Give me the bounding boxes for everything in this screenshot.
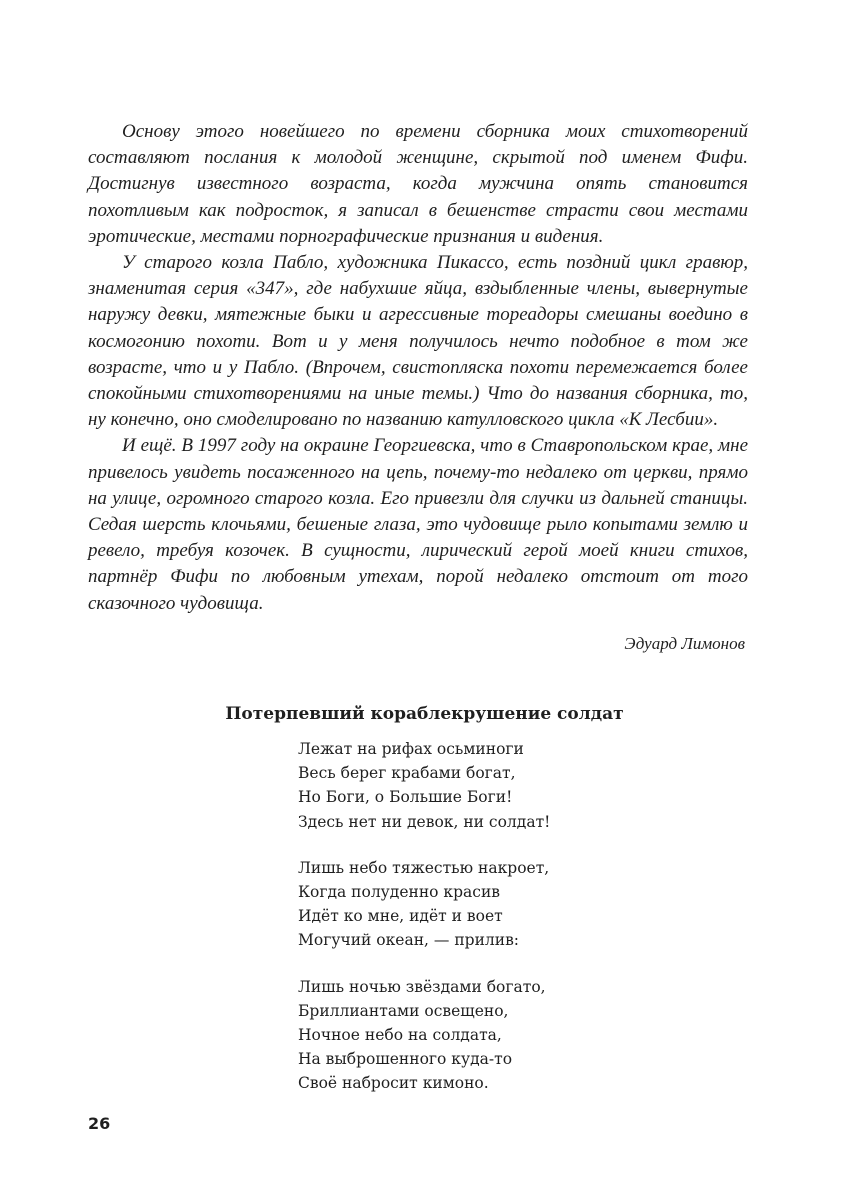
poem-line: Лежат на рифах осьминоги — [298, 740, 524, 758]
poem-stanza — [298, 737, 550, 834]
preface — [88, 119, 748, 617]
poem-stanza — [298, 856, 550, 953]
preface-paragraph: У старого козла Пабло, художника Пикассо, есть поздний цикл гравюр, знаменитая серия «347», где набухшие яйца, вздыбленные члены, вывернутые наружу девки, мятежные быки и агрессивные тореадоры смешаны воедино в космогонию похоти. Вот и у меня получилось нечто подобное в том же возрасте, что и у Пабло. (Впрочем, свистопляска похоти перемежается более спокойными стихотворениями на иные темы.) Что до названия сборника, то, ну конечно, оно смоделировано по названию катулловского цикла «К Лесбии». — [88, 252, 748, 431]
poem-line: Лишь небо тяжестью накроет, — [298, 858, 550, 877]
poem-line: Когда полуденно красив — [298, 883, 501, 902]
poem-line: Ночное небо на солдата, — [298, 1026, 502, 1045]
poem-line: Но Боги, о Большие Боги! — [298, 788, 513, 807]
preface-paragraph: И ещё. В 1997 году на окраине Георгиевска, что в Ставропольском крае, мне привелось увидеть посаженного на цепь, почему-то недалеко от церкви, прямо на улице, огромного старого козла. Его привезли для случки из дальней станицы. Седая шерсть клочьями, бешеные глаза, это чудовище рыло копытами землю и ревело, требуя козочек. В сущности, лирический герой моей книги стихов, партнёр Фифи по любовным утехам, порой недалеко отстоит от того сказочного чудовища. — [88, 435, 748, 614]
poem-stanza — [298, 975, 550, 1096]
poem-title: Потерпевший кораблекрушение солдат — [225, 704, 624, 724]
poem-line: Здесь нет ни девок, ни солдат! — [298, 812, 551, 831]
poem-line: На выброшенного куда-то — [298, 1050, 513, 1069]
poem-line: Своё набросит кимоно. — [298, 1074, 489, 1093]
poem-line: Весь берег крабами богат, — [298, 764, 516, 783]
preface-paragraph: Основу этого новейшего по времени сборника моих стихотворений составляют послания к молодой женщине, скрытой под именем Фифи. Достигнув известного возраста, когда мужчина опять становится похотливым как подросток, я записал в бешенстве страсти свои местами эротические, местами порнографические признания и видения. — [88, 121, 748, 247]
poem-line: Бриллиантами освещено, — [298, 1001, 509, 1020]
poem-line: Могучий океан, — прилив: — [298, 931, 520, 950]
poem-body — [298, 737, 550, 1096]
poem-line: Идёт ко мне, идёт и воет — [298, 907, 503, 926]
page-number: 26 — [88, 1114, 111, 1133]
poem-line: Лишь ночью звёздами богато, — [298, 977, 546, 996]
author-signature: Эдуард Лимонов — [624, 634, 745, 653]
